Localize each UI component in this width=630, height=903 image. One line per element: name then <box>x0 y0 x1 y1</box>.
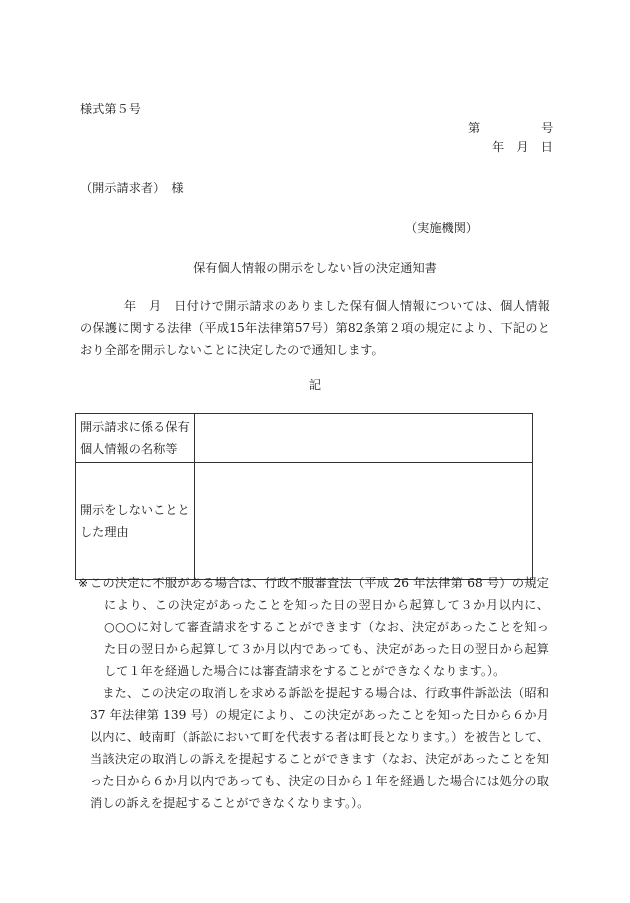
table-row <box>76 414 533 463</box>
info-name-label: 開示請求に係る保有個人情報の名称等 <box>76 414 195 463</box>
table-row <box>76 463 533 580</box>
info-table <box>75 413 533 580</box>
info-name-value <box>195 414 533 463</box>
implementing-agency: （実施機関） <box>405 221 479 235</box>
addressee: （開示請求者） 様 <box>80 181 184 195</box>
note-mark: ※ <box>78 576 89 590</box>
form-number: 様式第５号 <box>80 102 141 116</box>
appeal-note: この決定に不服がある場合は、行政不服審査法（平成 26 年法律第 68 号）の規定により、この決定があったことを知った日の翌日から起算して３か月以内に、○○○に対して審査請求をすることができます（なお、決定があったことを知った日の翌日から起算して３か月以内であっても、決定があった日の翌日から起算して１年を経過した場合には審査請求をすることができなくなります。）。 <box>90 576 549 678</box>
intro-paragraph: 年 月 日付けで開示請求のありました保有個人情報については、個人情報の保護に関する法律（平成15年法律第57号）第82条第２項の規定により、下記のとおり全部を開示しないことに決定したので通知します。 <box>80 299 550 357</box>
reason-label: 開示をしないこととした理由 <box>76 463 195 580</box>
document-date: 年 月 日 <box>492 140 553 154</box>
reason-value <box>195 463 533 580</box>
document-title: 保有個人情報の開示をしない旨の決定通知書 <box>193 261 437 275</box>
lawsuit-note: また、この決定の取消しを求める訴訟を提起する場合は、行政事件訴訟法（昭和 37 年法律第 139 号）の規定により、この決定があったことを知った日から６か月以内に、岐南町（訴訟において町を代表する者は町長となります。）を被告として、当該決定の取消しの訴えを提起することができます（なお、決定があったことを知った日から６か月以内であっても、決定の日から１年を経過した場合には処分の取消しの訴えを提起することができなくなります。）。 <box>90 686 549 810</box>
document-number: 第 号 <box>468 121 554 135</box>
ki-heading: 記 <box>308 378 322 392</box>
